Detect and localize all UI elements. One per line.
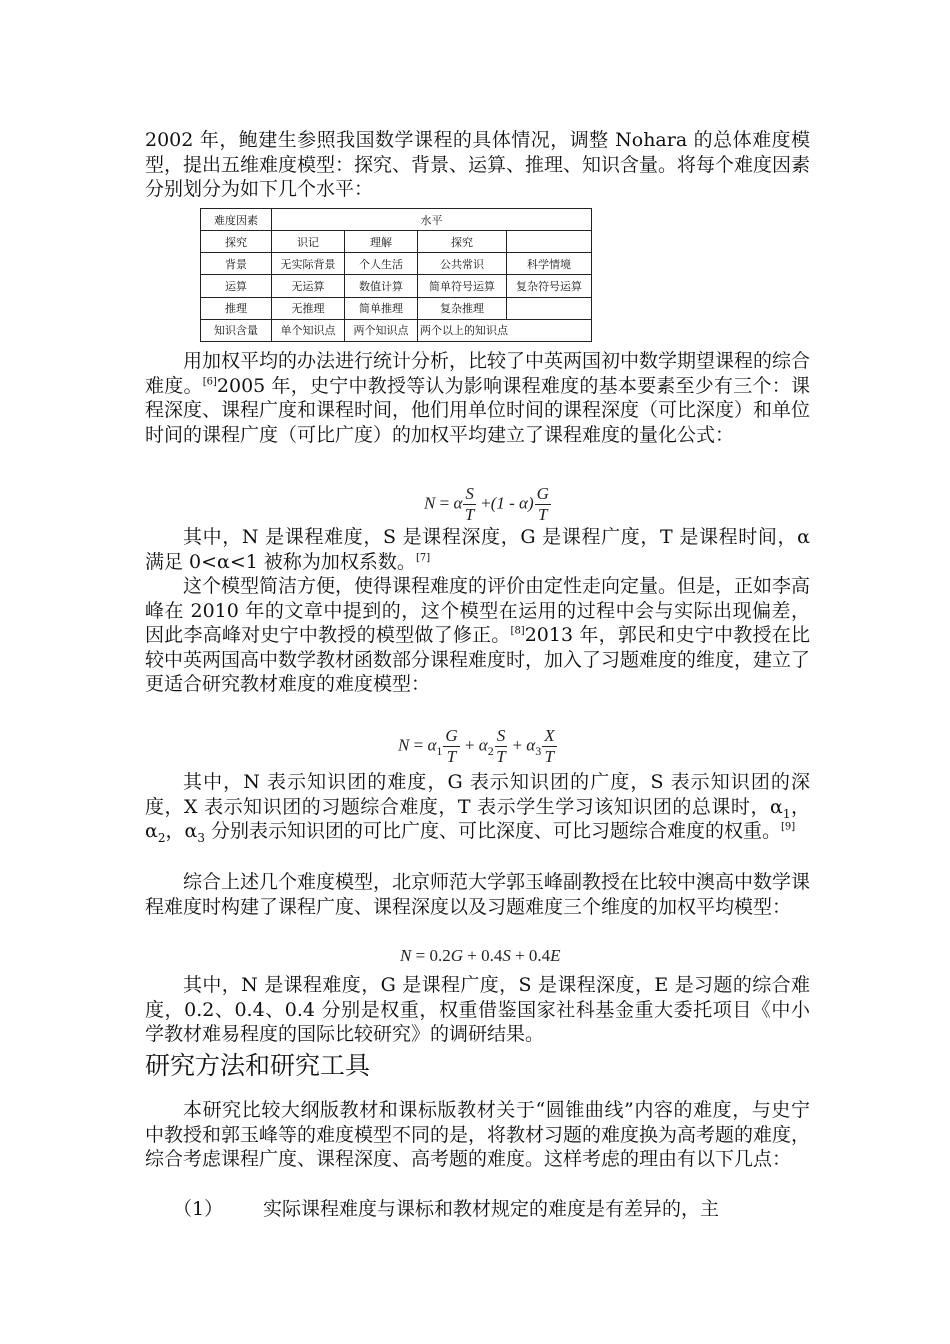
table-row	[201, 275, 592, 297]
table-cell: 理解	[345, 231, 418, 253]
table-row	[201, 297, 592, 319]
formula-subscript: 1	[436, 743, 443, 758]
formula-symbol: α	[526, 735, 536, 755]
table-cell: 两个以上的知识点	[418, 319, 592, 341]
formula-subscript: 2	[487, 743, 494, 758]
fraction-denominator: T	[538, 505, 548, 524]
table-cell: 背景	[201, 253, 272, 275]
table-cell: 无实际背景	[272, 253, 345, 275]
table-cell: 简单符号运算	[418, 275, 507, 297]
table-cell: 科学情境	[507, 253, 592, 275]
table-cell: 复杂符号运算	[507, 275, 592, 297]
formula-symbol: =	[413, 735, 424, 755]
paragraph-guo-model: 综合上述几个难度模型，北京师范大学郭玉峰副教授在比较中澳高中数学课程难度时构建了课程广度、课程深度以及习题难度三个维度的加权平均模型：	[145, 871, 811, 918]
text-span: 其中，N 表示知识团的难度，G 表示知识团的广度，S 表示知识团的深度，X 表示知识团的习题综合难度，T 表示学生学习该知识团的总课时，α	[145, 771, 810, 818]
formula-symbol: G	[450, 946, 463, 965]
subscript: 2	[157, 830, 166, 845]
fraction	[463, 484, 476, 525]
formula-symbol: E	[550, 946, 561, 965]
formula-subscript: 3	[535, 743, 542, 758]
fraction	[495, 726, 508, 767]
table-cell: 知识含量	[201, 319, 272, 341]
formula-symbol: α	[478, 735, 488, 755]
text-span: 这个模型简洁方便，使得课程难度的评价由定性走向定量。但是，正如李高峰在 2010 年的文章中提到的，这个模型在运用的过程中会与实际出现偏差，因此李高峰对史宁中教授的模型做了修正。	[145, 575, 811, 646]
formula-symbol: α	[453, 493, 463, 513]
difficulty-levels-table	[200, 208, 592, 342]
fraction-numerator: G	[445, 726, 458, 745]
text-span: ，α	[145, 795, 810, 842]
text-span: ，α	[165, 820, 198, 842]
formula-coefficient: 0.4	[481, 946, 503, 965]
fraction-numerator: S	[496, 726, 506, 745]
text-span: 其中，N 是课程难度，S 是课程深度，G 是课程广度，T 是课程时间，α 满足 0<α<1 被称为加权系数。	[145, 526, 810, 573]
table-cell: 两个知识点	[345, 319, 418, 341]
formula-symbol: (1 - α)	[490, 493, 534, 513]
citation: [6]	[202, 376, 217, 388]
text-span: 2013 年，郭民和史宁中教授在比较中英两国高中数学教材函数部分课程难度时，加入了习题难度的维度，建立了更适合研究教材难度的难度模型：	[145, 624, 811, 695]
formula-course-difficulty	[424, 484, 552, 525]
text-span: 2005 年，史宁中教授等认为影响课程难度的基本要素至少有三个：课程深度、课程广度和课程时间，他们用单位时间的课程深度（可比深度）和单位时间的课程广度（可比广度）的加权平均建立了课程难度的量化公式：	[145, 374, 811, 446]
table-cell	[507, 231, 592, 253]
formula-symbol: N	[400, 946, 412, 965]
fraction-denominator: T	[496, 747, 506, 766]
formula-symbol: +	[515, 946, 525, 965]
table-cell: 数值计算	[345, 275, 418, 297]
list-item-text: 实际课程难度与课标和教材规定的难度是有差异的，主	[263, 1198, 720, 1220]
formula-textbook-difficulty	[398, 726, 558, 767]
citation: [7]	[415, 552, 431, 564]
paragraph-variables-2	[145, 770, 810, 844]
subscript: 3	[197, 830, 205, 845]
formula-symbol: α	[427, 735, 437, 755]
formula-symbol: S	[502, 946, 511, 965]
table-cell: 公共常识	[418, 253, 507, 275]
fraction-denominator: T	[446, 747, 457, 766]
formula-symbol: N	[424, 493, 436, 513]
paragraph-weights: 其中，N 是课程难度，G 是课程广度，S 是课程深度，E 是习题的综合难度，0.2、0.4、0.4 分别是权重，权重借鉴国家社科基金重大委托项目《中小学教材难易程度的国际比较研究》的调研结果。	[145, 974, 810, 1045]
paragraph-variables-1	[145, 525, 810, 574]
table-cell: 无运算	[272, 275, 345, 297]
list-item-number: （1）	[173, 1198, 224, 1220]
formula-symbol: N	[398, 735, 410, 755]
text-span: 分别表示知识团的可比广度、可比深度、可比习题综合难度的权重。	[204, 820, 782, 842]
table-header-row	[201, 209, 592, 231]
formula-symbol: +	[467, 946, 477, 965]
fraction	[443, 726, 459, 767]
table-cell: 探究	[201, 231, 272, 253]
formula-symbol: +	[512, 735, 523, 755]
formula-symbol: =	[415, 946, 426, 965]
formula-symbol: +	[464, 735, 475, 755]
fraction	[535, 484, 551, 525]
table-cell: 无推理	[272, 297, 345, 319]
citation: [8]	[510, 625, 525, 637]
table-header-level: 水平	[272, 209, 592, 231]
table-cell	[507, 297, 592, 319]
table-cell: 运算	[201, 275, 272, 297]
fraction-numerator: G	[536, 484, 549, 503]
formula-weighted-model	[400, 946, 561, 966]
table-cell: 简单推理	[345, 297, 418, 319]
section-heading: 研究方法和研究工具	[145, 1051, 371, 1080]
fraction-denominator: T	[544, 747, 555, 766]
formula-symbol: =	[439, 493, 450, 513]
table-cell: 识记	[272, 231, 345, 253]
table-row	[201, 231, 592, 253]
subscript: 1	[782, 806, 791, 821]
fraction-numerator: S	[465, 484, 474, 503]
citation: [9]	[781, 821, 796, 833]
table-cell: 复杂推理	[418, 297, 507, 319]
table-cell: 单个知识点	[272, 319, 345, 341]
table-cell: 推理	[201, 297, 272, 319]
formula-coefficient: 0.4	[528, 946, 551, 965]
text-span: 用加权平均的办法进行统计分析，比较了中英两国初中数学期望课程的综合难度。	[145, 350, 811, 397]
paragraph-model-revision	[145, 574, 810, 697]
paragraph-bao-model: 2002 年，鲍建生参照我国数学课程的具体情况，调整 Nohara 的总体难度模型，提出五维难度模型：探究、背景、运算、推理、知识含量。将每个难度因素分别划分为如下几个水平：	[145, 129, 811, 200]
paragraph-research-method: 本研究比较大纲版教材和课标版教材关于“圆锥曲线”内容的难度，与史宁中教授和郭玉峰等的难度模型不同的是，将教材习题的难度换为高考题的难度，综合考虑课程广度、课程深度、高考题的难度。这样考虑的理由有以下几点：	[145, 1099, 811, 1170]
formula-symbol: +	[481, 493, 491, 513]
table-row	[201, 253, 592, 275]
table-row	[201, 319, 592, 341]
table-cell: 个人生活	[345, 253, 418, 275]
table-header-factor: 难度因素	[201, 209, 272, 231]
paragraph-course-difficulty	[145, 349, 810, 447]
fraction-denominator: T	[464, 505, 475, 524]
fraction-numerator: X	[544, 726, 555, 745]
table-cell: 探究	[418, 231, 507, 253]
fraction	[542, 726, 556, 767]
list-item	[145, 1197, 810, 1222]
formula-coefficient: 0.2	[429, 946, 451, 965]
